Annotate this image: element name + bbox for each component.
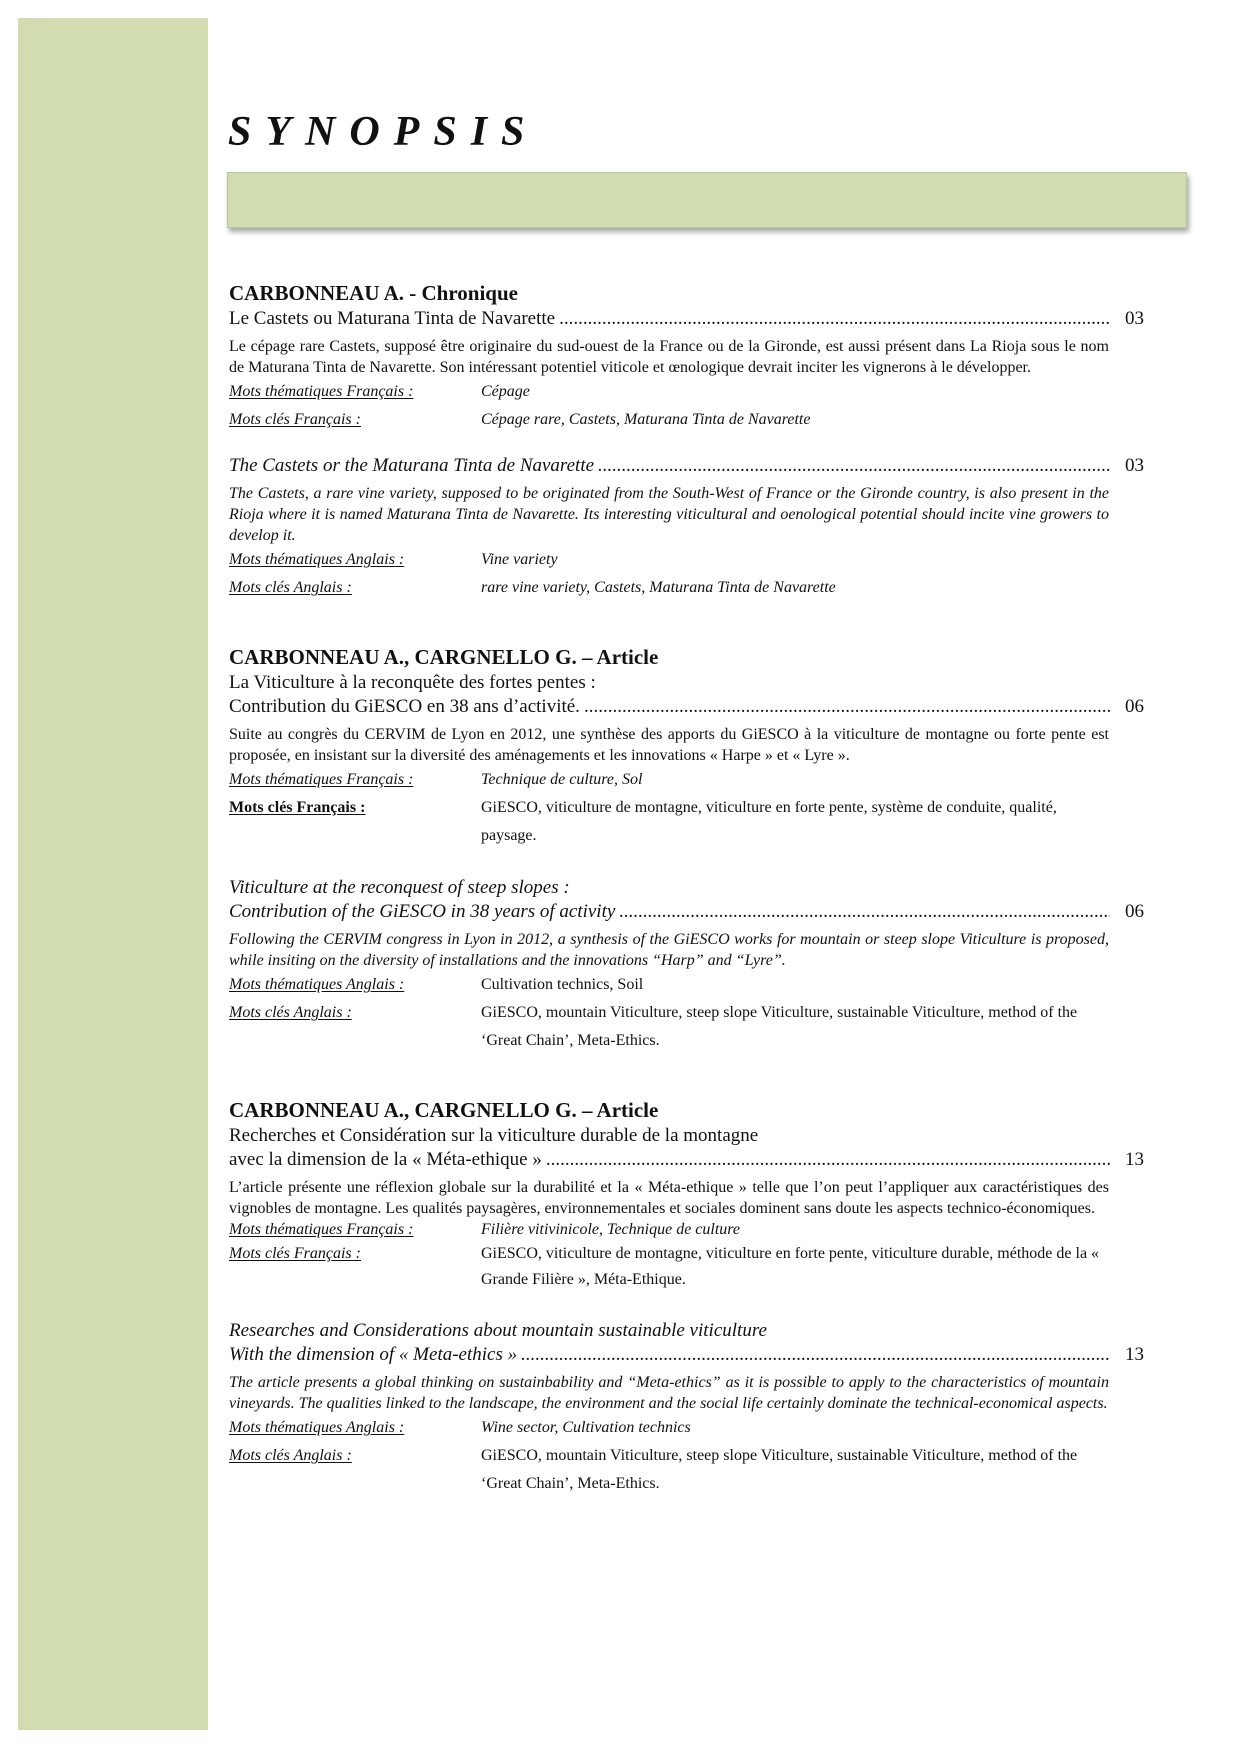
keyword-value: Vine variety — [481, 551, 558, 568]
article-title-fr-line1: Recherches et Considération sur la viticulture durable de la montagne — [229, 1125, 759, 1146]
article-title-en: The Castets or the Maturana Tinta de Navarette — [229, 455, 595, 476]
keyword-row — [229, 971, 1144, 999]
entry-3 — [229, 1097, 1144, 1498]
toc-line — [229, 454, 1144, 478]
keyword-row — [229, 574, 1144, 602]
page-number: 03 — [1125, 308, 1144, 329]
page-number: 06 — [1125, 901, 1144, 922]
toc-line — [229, 900, 1144, 924]
abstract-en: The article presents a global thinking on sustainbability and “Meta-ethics” as it is possible to apply to the characteristics of mountain vineyards. The qualities linked to the landscape, the environment and the social life certainly dominate the technical-economical aspects. — [229, 1374, 1109, 1412]
keyword-label: Mots thématiques Anglais : — [229, 551, 405, 568]
entry-author: CARBONNEAU A. - Chronique — [229, 281, 518, 305]
keyword-value: Wine sector, Cultivation technics — [481, 1419, 691, 1436]
toc-line — [229, 695, 1144, 719]
keyword-label: Mots clés Français : — [229, 799, 366, 816]
keyword-value: GiESCO, mountain Viticulture, steep slope Viticulture, sustainable Viticulture, method of the ‘Great Chain’, Meta-Ethics. — [481, 1004, 1078, 1049]
keyword-row — [229, 1442, 1144, 1498]
article-title-fr: Le Castets ou Maturana Tinta de Navarette — [229, 308, 556, 329]
toc-line — [229, 1343, 1144, 1367]
article-title-en-line1: Researches and Considerations about mountain sustainable viticulture — [229, 1320, 767, 1341]
keyword-value: rare vine variety, Castets, Maturana Tinta de Navarette — [481, 579, 836, 596]
keyword-value: GiESCO, viticulture de montagne, viticulture en forte pente, viticulture durable, méthode de la « Grande Filière », Méta-Ethique. — [481, 1245, 1100, 1288]
article-title-en-line1: Viticulture at the reconquest of steep slopes : — [229, 877, 570, 898]
page-number: 13 — [1125, 1149, 1144, 1170]
keyword-value: Cépage rare, Castets, Maturana Tinta de Navarette — [481, 411, 811, 428]
keyword-row — [229, 999, 1144, 1055]
article-title-en: With the dimension of « Meta-ethics » — [229, 1344, 518, 1365]
keyword-row — [229, 1219, 1144, 1241]
keyword-label: Mots thématiques Anglais : — [229, 976, 405, 993]
page-number: 03 — [1125, 455, 1144, 476]
abstract-fr: Le cépage rare Castets, supposé être originaire du sud-ouest de la France ou de la Gironde, est aussi présent dans La Rioja sous le nom de Maturana Tinta de Navarette. Son intéressant potentiel viticole et œnologique devrait inciter les vignerons à le développer. — [229, 338, 1109, 376]
leader-dots — [517, 1343, 1110, 1367]
toc-line — [229, 1148, 1144, 1172]
keyword-label: Mots thématiques Français : — [229, 383, 414, 400]
keyword-row — [229, 794, 1144, 850]
keyword-label: Mots clés Français : — [229, 411, 361, 428]
keyword-row — [229, 1241, 1144, 1293]
keyword-value: GiESCO, mountain Viticulture, steep slope Viticulture, sustainable Viticulture, method of the ‘Great Chain’, Meta-Ethics. — [481, 1447, 1078, 1492]
keyword-value: Cépage — [481, 383, 530, 400]
leader-dots — [555, 307, 1110, 331]
keyword-value: Filière vitivinicole, Technique de culture — [481, 1221, 741, 1238]
entry-author: CARBONNEAU A., CARGNELLO G. – Article — [229, 1098, 659, 1122]
keyword-label: Mots clés Anglais : — [229, 579, 352, 596]
sidebar-band — [18, 18, 208, 1730]
title-banner — [227, 172, 1187, 228]
keyword-value: Cultivation technics, Soil — [481, 976, 644, 993]
entry-1 — [229, 280, 1144, 602]
page-title: SYNOPSIS — [228, 109, 539, 155]
keyword-value: GiESCO, viticulture de montagne, viticulture en forte pente, système de conduite, qualité, paysage. — [481, 799, 1057, 844]
article-title-fr: avec la dimension de la « Méta-ethique » — [229, 1149, 542, 1170]
keyword-label: Mots clés Français : — [229, 1245, 361, 1262]
synopsis-content — [229, 280, 1144, 1498]
keyword-label: Mots clés Anglais : — [229, 1447, 352, 1464]
toc-line — [229, 307, 1144, 331]
keyword-row — [229, 1414, 1144, 1442]
abstract-fr: Suite au congrès du CERVIM de Lyon en 2012, une synthèse des apports du GiESCO à la viticulture de montagne ou forte pente est proposée, en insistant sur la diversité des aménagements et les innovations « Harpe » et « Lyre ». — [229, 726, 1109, 764]
abstract-fr: L’article présente une réflexion globale sur la durabilité et la « Méta-ethique » telle que l’on peut l’appliquer aux caractéristiques des vignobles de montagne. Les qualités paysagères, environnementales et sociales dominent sans doute les aspects technico-économiques. — [229, 1179, 1109, 1217]
leader-dots — [594, 454, 1110, 478]
keyword-row — [229, 546, 1144, 574]
abstract-en: Following the CERVIM congress in Lyon in 2012, a synthesis of the GiESCO works for mountain or steep slope Viticulture is proposed, while insiting on the diversity of installations and the innovations “Harp” and “Lyre”. — [229, 931, 1109, 969]
article-title-fr-line1: La Viticulture à la reconquête des fortes pentes : — [229, 672, 596, 693]
page-number: 13 — [1125, 1344, 1144, 1365]
keyword-value: Technique de culture, Sol — [481, 771, 643, 788]
leader-dots — [542, 1148, 1110, 1172]
keyword-label: Mots thématiques Français : — [229, 1221, 414, 1238]
leader-dots — [580, 695, 1110, 719]
keyword-row — [229, 378, 1144, 406]
keyword-label: Mots clés Anglais : — [229, 1004, 352, 1021]
abstract-en: The Castets, a rare vine variety, supposed to be originated from the South-West of France or the Gironde country, is also present in the Rioja where it is named Maturana Tinta de Navarette. Its interesting viticultural and oenological potential should incite vine growers to develop it. — [229, 485, 1109, 544]
keyword-row — [229, 766, 1144, 794]
page-number: 06 — [1125, 696, 1144, 717]
keyword-label: Mots thématiques Anglais : — [229, 1419, 405, 1436]
leader-dots — [615, 900, 1110, 924]
entry-2 — [229, 644, 1144, 1055]
keyword-label: Mots thématiques Français : — [229, 771, 414, 788]
article-title-en: Contribution of the GiESCO in 38 years of activity — [229, 901, 616, 922]
entry-author: CARBONNEAU A., CARGNELLO G. – Article — [229, 645, 659, 669]
article-title-fr: Contribution du GiESCO en 38 ans d’activité. — [229, 696, 580, 717]
keyword-row — [229, 406, 1144, 434]
